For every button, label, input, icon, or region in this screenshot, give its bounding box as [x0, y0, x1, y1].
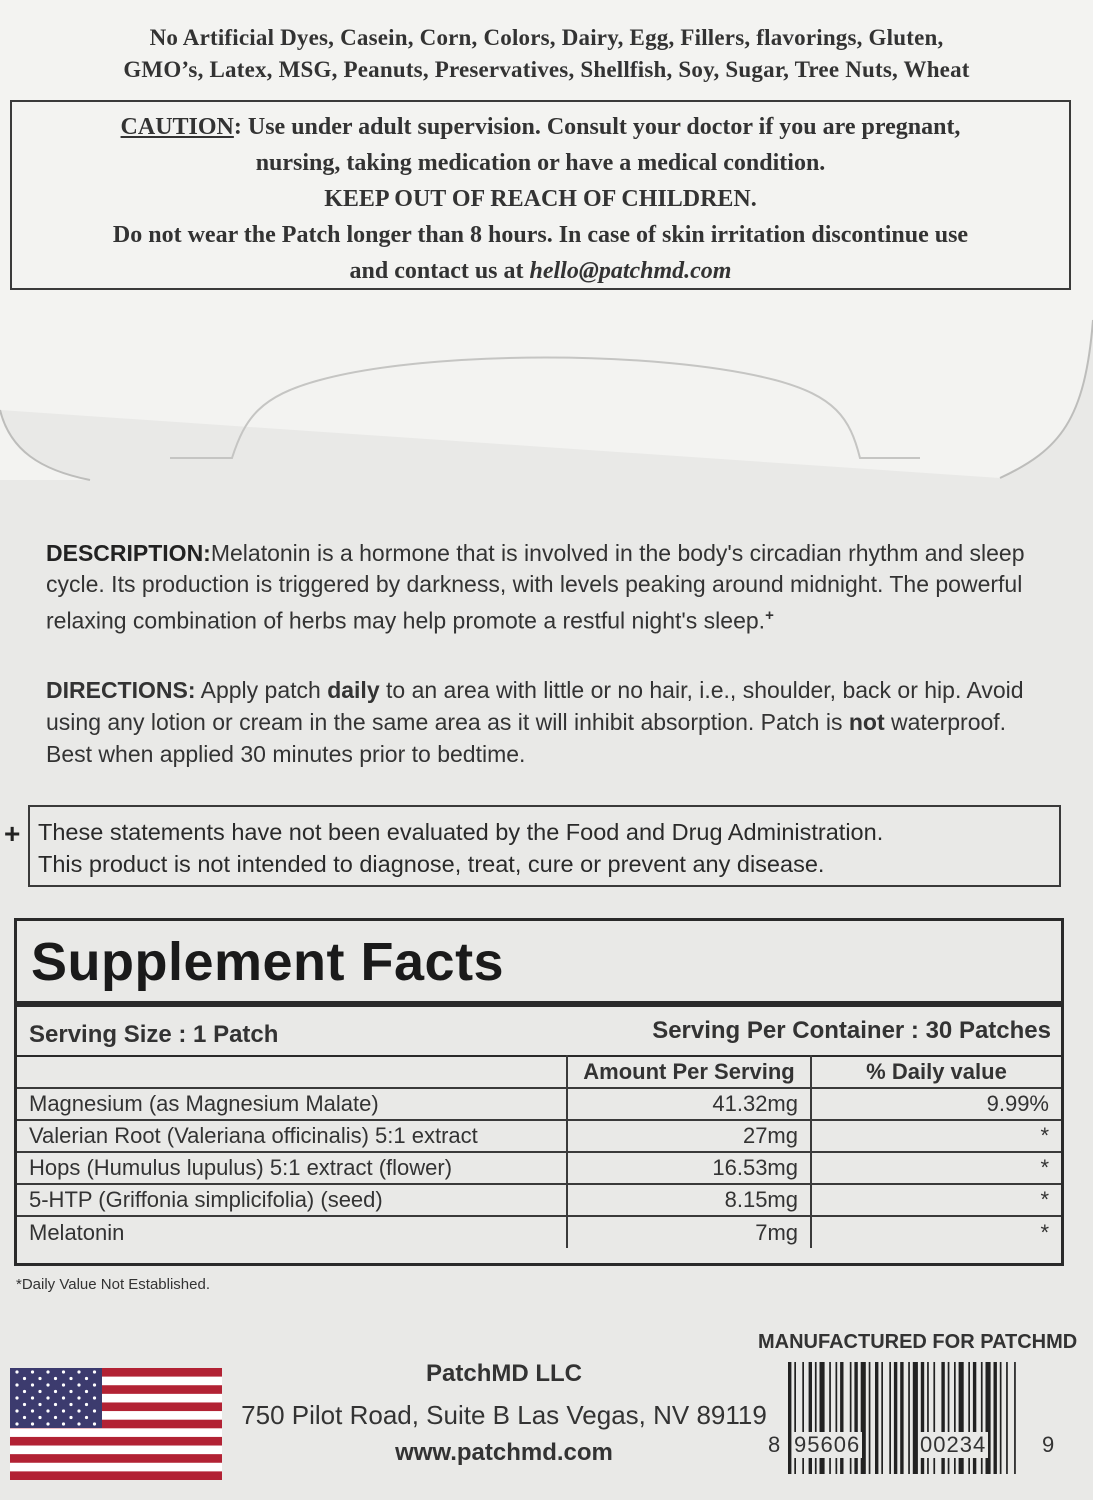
flag-star	[93, 1383, 96, 1386]
flag-star	[15, 1409, 18, 1412]
flag-star	[77, 1383, 80, 1386]
caution-line-5	[12, 253, 1069, 289]
barcode-digit-last: 9	[1042, 1432, 1055, 1457]
flag-star	[38, 1377, 41, 1380]
description-label: DESCRIPTION:	[46, 540, 211, 566]
flag-star	[69, 1416, 72, 1419]
flag-star	[31, 1409, 34, 1412]
caution-line-4: Do not wear the Patch longer than 8 hours. In case of skin irritation discontinue use	[112, 222, 969, 248]
flag-stripe	[10, 1446, 222, 1455]
barcode-bar	[869, 1362, 871, 1474]
description-section	[46, 538, 1046, 637]
allergen-line-1: No Artificial Dyes, Casein, Corn, Colors, Dairy, Egg, Fillers, flavorings, Gluten,	[149, 25, 944, 50]
flag-star	[62, 1396, 65, 1399]
serving-size: Serving Size : 1 Patch	[29, 1021, 279, 1048]
flag-star	[15, 1396, 18, 1399]
flag-star	[46, 1409, 49, 1412]
barcode-bar	[1006, 1362, 1008, 1474]
flag-star	[23, 1416, 26, 1419]
description-text: Melatonin is a hormone that is involved in the body's circadian rhythm and sleep cycle. Its production is triggered by darkness, with levels peaking around midnight. The powerful relaxing combination of herbs may help promote a restful night's sleep.	[46, 540, 1025, 634]
barcode-bar	[889, 1362, 891, 1474]
caution-label: CAUTION	[120, 114, 234, 140]
company-name: PatchMD LLC	[426, 1360, 582, 1387]
barcode-bar	[900, 1362, 903, 1474]
contact-email-link[interactable]: hello@patchmd.com	[529, 258, 732, 284]
flag-star	[85, 1377, 88, 1380]
supplement-facts-title: Supplement Facts	[31, 932, 505, 992]
ingredient-name: Valerian Root (Valeriana officinalis) 5:1 extract	[17, 1120, 567, 1152]
barcode-bar	[994, 1362, 997, 1474]
table-row	[17, 1184, 1061, 1216]
package-flap	[0, 0, 1093, 480]
header-daily-value: % Daily value	[811, 1056, 1061, 1088]
ingredient-daily-value: *	[811, 1152, 1061, 1184]
barcode-bar	[788, 1362, 791, 1474]
flag-stripe	[10, 1437, 222, 1446]
directions-text-2: to an area with little or no hair, i.e., shoulder, back or hip. Avoid using any lotion or cream in the same area as it will inhibit absorption. Patch is	[46, 677, 1024, 735]
directions-text-1: Apply patch	[195, 677, 328, 703]
servings-per-container: Serving Per Container : 30 Patches	[652, 1017, 1051, 1044]
flag-stripe	[10, 1463, 222, 1472]
facts-table	[17, 1055, 1061, 1248]
flag-star	[85, 1403, 88, 1406]
flag-star	[77, 1370, 80, 1373]
barcode-bar	[908, 1362, 910, 1474]
directions-emphasis-not: not	[848, 709, 885, 735]
flag-star	[69, 1377, 72, 1380]
caution-text-1: : Use under adult supervision. Consult your doctor if you are pregnant,	[233, 114, 961, 140]
caution-keep-out: KEEP OUT OF REACH OF CHILDREN.	[324, 186, 757, 212]
flag-star	[15, 1422, 18, 1425]
flag-star	[54, 1377, 57, 1380]
title-divider	[17, 1001, 1061, 1007]
barcode-group-2: 00234	[920, 1432, 987, 1457]
directions-section	[46, 674, 1056, 770]
table-row	[17, 1120, 1061, 1152]
flag-star	[31, 1396, 34, 1399]
fda-disclaimer-box	[28, 805, 1061, 887]
daily-value-footnote: *Daily Value Not Established.	[16, 1276, 210, 1293]
allergen-free-statement	[20, 22, 1073, 86]
header-amount: Amount Per Serving	[567, 1056, 811, 1088]
flag-star	[62, 1409, 65, 1412]
ingredient-daily-value: 9.99%	[811, 1088, 1061, 1120]
flag-star	[54, 1403, 57, 1406]
flag-star	[31, 1370, 34, 1373]
flag-star	[62, 1422, 65, 1425]
flag-star	[54, 1416, 57, 1419]
barcode-bar	[1000, 1362, 1002, 1474]
barcode-icon	[768, 1362, 1068, 1482]
flag-star	[46, 1422, 49, 1425]
ingredient-amount: 8.15mg	[567, 1184, 811, 1216]
flag-star	[23, 1390, 26, 1393]
caution-line-2: nursing, taking medication or have a medical condition.	[255, 150, 826, 176]
caution-line-1	[12, 109, 1069, 145]
barcode-group-1: 95606	[794, 1432, 861, 1457]
flag-star	[93, 1409, 96, 1412]
flag-star	[46, 1396, 49, 1399]
flag-star	[62, 1383, 65, 1386]
flag-star	[85, 1416, 88, 1419]
ingredient-amount: 16.53mg	[567, 1152, 811, 1184]
barcode-bar	[875, 1362, 878, 1474]
flag-star	[23, 1403, 26, 1406]
description-footnote-mark: +	[765, 607, 774, 624]
barcode-digit-first: 8	[768, 1432, 781, 1457]
ingredient-daily-value: *	[811, 1120, 1061, 1152]
table-row	[17, 1088, 1061, 1120]
flag-star	[77, 1396, 80, 1399]
flag-star	[31, 1383, 34, 1386]
supplement-facts-panel	[14, 918, 1064, 1266]
directions-emphasis-daily: daily	[327, 677, 380, 703]
directions-label: DIRECTIONS:	[46, 677, 196, 703]
flag-stripe	[10, 1454, 222, 1463]
flag-star	[77, 1422, 80, 1425]
ingredient-amount: 41.32mg	[567, 1088, 811, 1120]
ingredient-daily-value: *	[811, 1184, 1061, 1216]
barcode-bar	[1014, 1362, 1016, 1474]
fda-plus-mark: +	[4, 818, 21, 849]
flag-stripe	[10, 1471, 222, 1480]
header-blank-cell	[17, 1056, 567, 1088]
flag-star	[93, 1396, 96, 1399]
ingredient-name: 5-HTP (Griffonia simplicifolia) (seed)	[17, 1184, 567, 1216]
directions-text-3: waterproof. Best when applied 30 minutes prior to bedtime.	[46, 709, 1007, 767]
flag-star	[46, 1370, 49, 1373]
facts-header-row	[17, 1056, 1061, 1088]
us-flag-icon	[10, 1368, 222, 1480]
barcode-bar	[894, 1362, 897, 1474]
company-info	[240, 1360, 768, 1467]
flag-star	[38, 1390, 41, 1393]
ingredient-name: Hops (Humulus lupulus) 5:1 extract (flower)	[17, 1152, 567, 1184]
flap-die-cut-outline	[0, 300, 1093, 490]
company-address: 750 Pilot Road, Suite B Las Vegas, NV 89119	[241, 1400, 767, 1430]
flag-star	[38, 1403, 41, 1406]
flag-star	[85, 1390, 88, 1393]
table-row	[17, 1152, 1061, 1184]
company-website-link[interactable]: www.patchmd.com	[395, 1439, 613, 1466]
flag-star	[69, 1390, 72, 1393]
flag-star	[77, 1409, 80, 1412]
fda-line-2: This product is not intended to diagnose, treat, cure or prevent any disease.	[38, 851, 825, 877]
flag-stripe	[10, 1428, 222, 1437]
barcode-bar	[881, 1362, 883, 1474]
flag-star	[93, 1422, 96, 1425]
flag-star	[31, 1422, 34, 1425]
ingredient-name: Magnesium (as Magnesium Malate)	[17, 1088, 567, 1120]
flag-star	[69, 1403, 72, 1406]
flag-star	[93, 1370, 96, 1373]
ingredient-daily-value: *	[811, 1216, 1061, 1248]
ingredient-amount: 27mg	[567, 1120, 811, 1152]
flag-star	[38, 1416, 41, 1419]
flag-star	[62, 1370, 65, 1373]
manufactured-for-label: MANUFACTURED FOR PATCHMD	[758, 1331, 1078, 1353]
flag-star	[54, 1390, 57, 1393]
ingredient-amount: 7mg	[567, 1216, 811, 1248]
table-row	[17, 1216, 1061, 1248]
ingredient-name: Melatonin	[17, 1216, 567, 1248]
flag-star	[46, 1383, 49, 1386]
flag-star	[15, 1370, 18, 1373]
flag-star	[23, 1377, 26, 1380]
flag-star	[15, 1383, 18, 1386]
fda-line-1: These statements have not been evaluated by the Food and Drug Administration.	[38, 819, 884, 845]
caution-box	[10, 100, 1071, 290]
allergen-line-2: GMO’s, Latex, MSG, Peanuts, Preservatives, Shellfish, Soy, Sugar, Tree Nuts, Wheat	[123, 57, 970, 82]
caution-contact-prefix: and contact us at	[349, 258, 530, 284]
